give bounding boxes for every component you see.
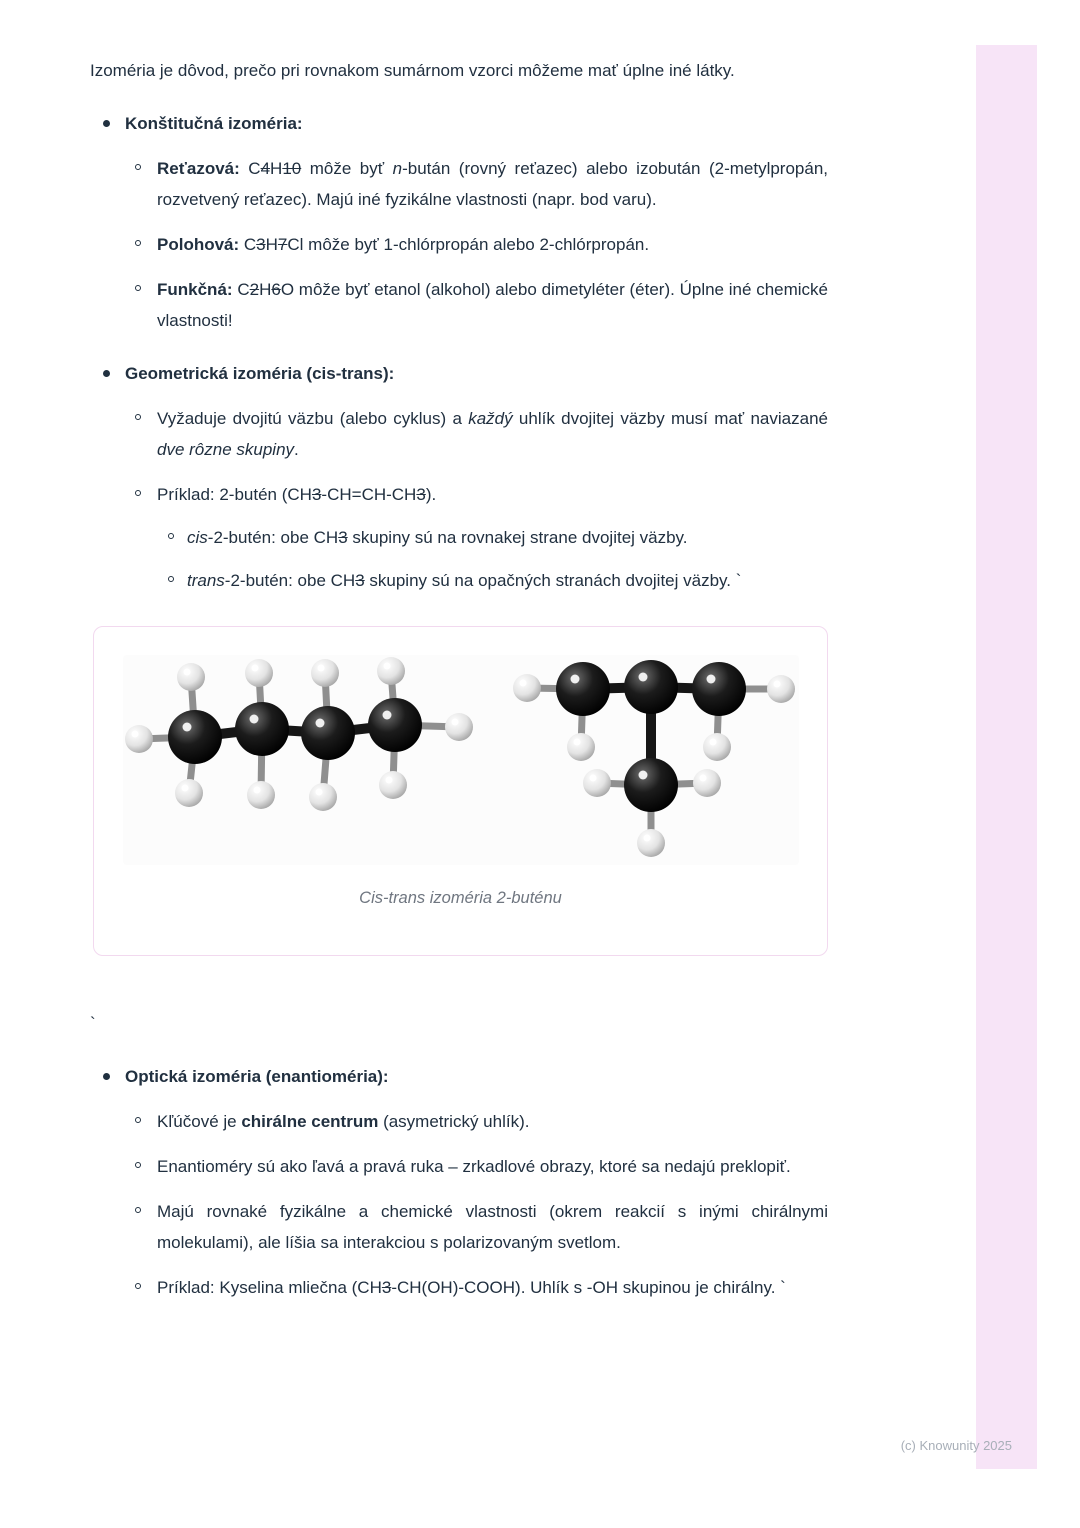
text-run: C: [239, 235, 257, 254]
text-run: Cl môže byť 1-chlórpropán alebo 2-chlórpropán.: [287, 235, 650, 254]
list-item-text: [157, 1106, 828, 1137]
molecule-image: [123, 655, 799, 865]
italic-run: cis: [187, 528, 208, 547]
text-run: -CH(OH)-COOH). Uhlík s -OH skupinou je chirálny. `: [391, 1278, 786, 1297]
text-run: ).: [425, 485, 437, 504]
section-title: Konštitučná izoméria:: [125, 114, 303, 133]
text-run: skupiny sú na rovnakej strane dvojitej väzby.: [347, 528, 688, 547]
list-item-funkcna: [90, 274, 828, 336]
decorative-stripe: [976, 45, 1037, 1469]
strike-run: 10: [282, 159, 302, 178]
circle-bullet-icon: [168, 533, 174, 539]
text-run: Príklad: Kyselina mliečna (CH: [157, 1278, 382, 1297]
bullet-icon: [103, 370, 110, 377]
list-item-text: [157, 229, 828, 260]
circle-bullet-icon: [135, 240, 141, 246]
text-run: -2-butén: obe CH: [224, 571, 356, 590]
section-heading-opticka: [90, 1061, 828, 1092]
list-item-retazova: [90, 153, 828, 215]
list-item-polohova: [90, 229, 828, 260]
circle-bullet-icon: [135, 1207, 141, 1213]
text-run: H: [259, 280, 272, 299]
italic-run: každý: [468, 409, 513, 428]
circle-bullet-icon: [135, 490, 141, 496]
list-item-priklad-buten: [90, 479, 828, 510]
list-item-text: [157, 274, 828, 336]
strike-run: 3: [311, 485, 322, 504]
text-run: -2-butén: obe CH: [207, 528, 339, 547]
list-item-text: [157, 479, 828, 510]
italic-run: trans: [187, 571, 225, 590]
list-item-text: [187, 565, 828, 596]
list-item-text: [187, 522, 828, 553]
bold-run: chirálne centrum: [241, 1112, 379, 1131]
italic-run: n: [392, 159, 403, 178]
text-run: -CH=CH-CH: [321, 485, 417, 504]
circle-bullet-icon: [135, 1162, 141, 1168]
circle-bullet-icon: [135, 414, 141, 420]
list-item-dvojita-vazba: [90, 403, 828, 465]
list-item-text: Enantioméry sú ako ľavá a pravá ruka – zrkadlové obrazy, ktoré sa nedajú preklopiť.: [157, 1157, 791, 1176]
strike-run: 3: [256, 235, 266, 254]
document-content: [90, 55, 828, 1303]
circle-bullet-icon: [135, 1117, 141, 1123]
figure-caption: Cis-trans izoméria 2-buténu: [359, 889, 562, 907]
strike-run: 3: [338, 528, 348, 547]
list-item-trans: [90, 565, 828, 596]
text-run: C: [239, 159, 261, 178]
item-lead: Reťazová:: [157, 159, 240, 178]
strike-run: 2: [249, 280, 260, 299]
text-run: skupiny sú na opačných stranách dvojitej väzby. `: [364, 571, 742, 590]
circle-bullet-icon: [168, 576, 174, 582]
bullet-icon: [103, 120, 110, 127]
bullet-icon: [103, 1073, 110, 1080]
strike-run: 3: [381, 1278, 392, 1297]
list-item-text: [157, 403, 828, 465]
circle-bullet-icon: [135, 164, 141, 170]
text-run: uhlík dvojitej väzby musí mať naviazané: [512, 409, 828, 428]
list-item-enantiomery: [90, 1151, 828, 1182]
text-run: môže byť: [301, 159, 393, 178]
strike-run: 3: [416, 485, 426, 504]
italic-run: dve rôzne skupiny: [157, 440, 295, 459]
circle-bullet-icon: [135, 1283, 141, 1289]
text-run: H: [270, 159, 283, 178]
text-run: .: [294, 440, 299, 459]
text-run: (asymetrický uhlík).: [378, 1112, 530, 1131]
list-item-text: [157, 153, 828, 215]
strike-run: 7: [277, 235, 288, 254]
text-run: -bután (rovný reťazec) alebo izobután (2-metylpropán, rozvetvený reťazec). Majú iné fyzikálne vlastnosti (napr. bod varu).: [157, 159, 829, 209]
intro-paragraph: Izoméria je dôvod, prečo pri rovnakom sumárnom vzorci môžeme mať úplne iné látky.: [90, 61, 735, 80]
molecule-svg: [123, 655, 799, 865]
section-heading-geometricka: [90, 358, 828, 389]
item-lead: Polohová:: [157, 235, 240, 254]
strike-run: 6: [271, 280, 281, 299]
item-lead: Funkčná:: [157, 280, 233, 299]
list-item-chiralne-centrum: [90, 1106, 828, 1137]
text-run: C: [232, 280, 250, 299]
footer-credit: (c) Knowunity 2025: [900, 1438, 1012, 1453]
section-title: Optická izoméria (enantioméria):: [125, 1067, 389, 1086]
section-heading-konstitucna: [90, 108, 828, 139]
list-item-vlastnosti: [90, 1196, 828, 1258]
text-run: H: [265, 235, 278, 254]
figure-box: [93, 626, 828, 956]
strike-run: 4: [260, 159, 271, 178]
section-title: Geometrická izoméria (cis-trans):: [125, 364, 395, 383]
list-item-kyselina-mliecna: [90, 1272, 828, 1303]
text-run: Kľúčové je: [157, 1112, 242, 1131]
text-run: O môže byť etanol (alkohol) alebo dimetyléter (éter). Úplne iné chemické vlastnosti!: [157, 280, 829, 330]
strike-run: 3: [355, 571, 365, 590]
stray-backtick: `: [90, 1014, 96, 1033]
list-item-cis: [90, 522, 828, 553]
circle-bullet-icon: [135, 285, 141, 291]
list-item-text: Majú rovnaké fyzikálne a chemické vlastnosti (okrem reakcií s inými chirálnymi molekulami), ale líšia sa interakciou s polarizovaným svetlom.: [157, 1202, 828, 1252]
list-item-text: [157, 1272, 828, 1303]
text-run: Príklad: 2-butén (CH: [157, 485, 312, 504]
text-run: Vyžaduje dvojitú väzbu (alebo cyklus) a: [157, 409, 469, 428]
